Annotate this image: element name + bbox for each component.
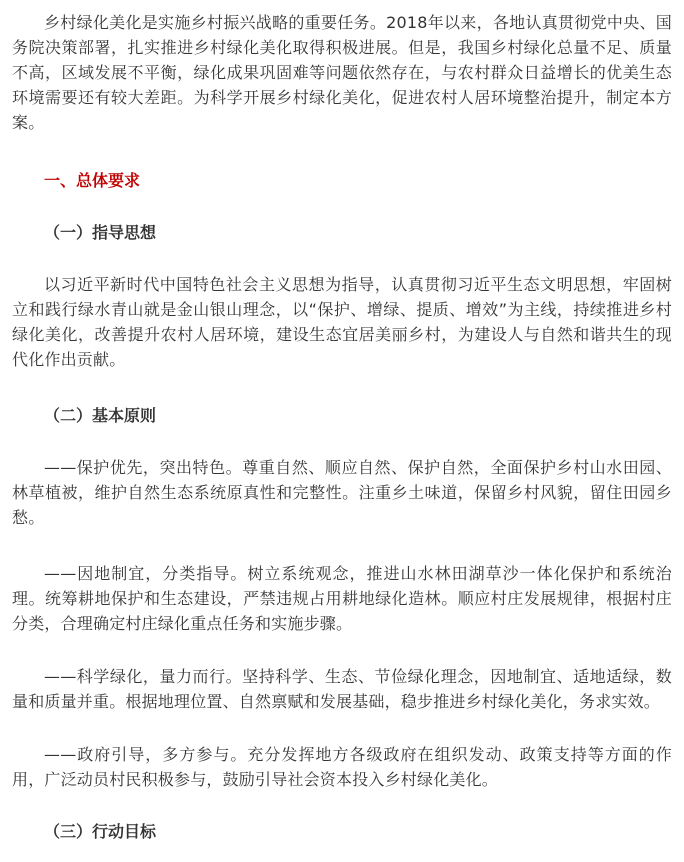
subheading-basic-principles: （二）基本原则 [44, 406, 157, 425]
section-heading-general-requirements: 一、总体要求 [44, 171, 141, 190]
principle-paragraph: ——保护优先，突出特色。尊重自然、顺应自然、保护自然，全面保护乡村山水田园、林草植被，维护自然生态系统原真性和完整性。注重乡土味道，保留乡村风貌，留住田园乡愁。 [12, 458, 672, 527]
subheading-action-goals: （三）行动目标 [44, 822, 157, 841]
guiding-ideology-paragraph: 以习近平新时代中国特色社会主义思想为指导，认真贯彻习近平生态文明思想，牢固树立和践行绿水青山就是金山银山理念，以“保护、增绿、提质、增效”为主线，持续推进乡村绿化美化，改善提升农村人居环境，建设生态宜居美丽乡村，为建设人与自然和谐共生的现代化作出贡献。 [12, 275, 672, 369]
principle-paragraph: ——因地制宜，分类指导。树立系统观念，推进山水林田湖草沙一体化保护和系统治理。统筹耕地保护和生态建设，严禁违规占用耕地绿化造林。顺应村庄发展规律，根据村庄分类，合理确定村庄绿化重点任务和实施步骤。 [12, 564, 672, 633]
intro-paragraph: 乡村绿化美化是实施乡村振兴战略的重要任务。2018年以来，各地认真贯彻党中央、国务院决策部署，扎实推进乡村绿化美化取得积极进展。但是，我国乡村绿化总量不足、质量不高，区域发展不平衡，绿化成果巩固难等问题依然存在，与农村群众日益增长的优美生态环境需要还有较大差距。为科学开展乡村绿化美化，促进农村人居环境整治提升，制定本方案。 [12, 13, 672, 132]
principle-paragraph: ——科学绿化，量力而行。坚持科学、生态、节俭绿化理念，因地制宜、适地适绿，数量和质量并重。根据地理位置、自然禀赋和发展基础，稳步推进乡村绿化美化，务求实效。 [12, 667, 672, 711]
principle-paragraph: ——政府引导，多方参与。充分发挥地方各级政府在组织发动、政策支持等方面的作用，广泛动员村民积极参与，鼓励引导社会资本投入乡村绿化美化。 [12, 745, 672, 789]
subheading-guiding-ideology: （一）指导思想 [44, 223, 157, 242]
